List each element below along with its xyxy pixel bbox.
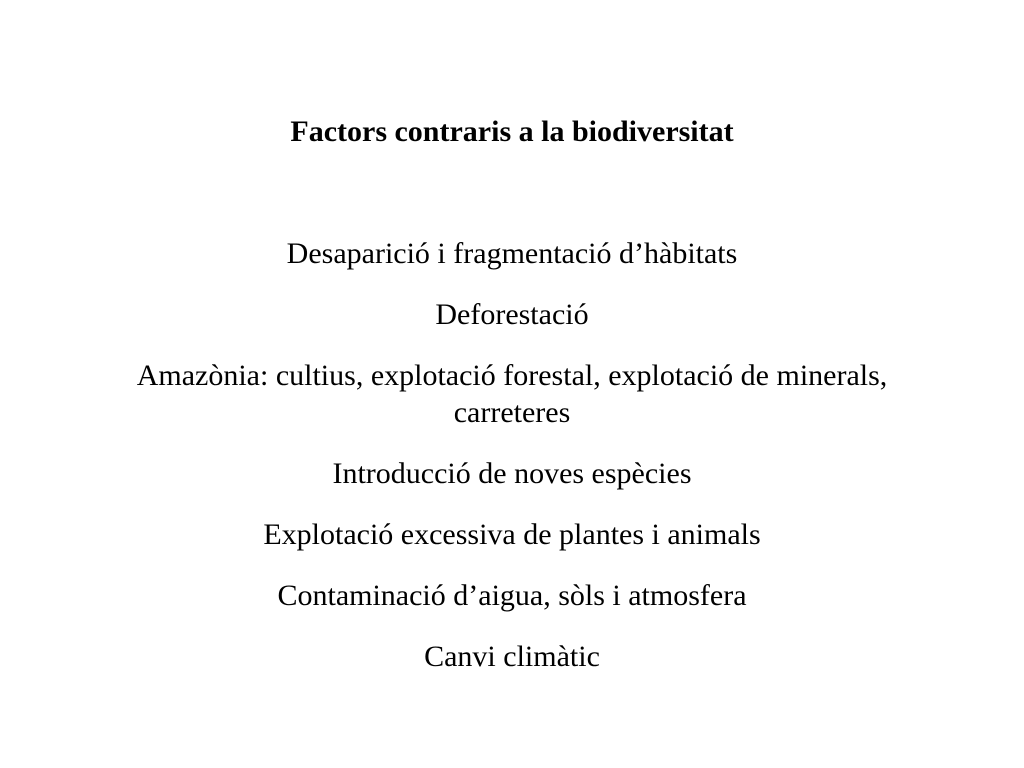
slide-title: Factors contraris a la biodiversitat (290, 115, 734, 148)
factor-list (80, 235, 944, 675)
factor-pollution: Contaminació d’aigua, sòls i atmosfera (277, 579, 747, 612)
factor-climate-change: Canvi climàtic (424, 640, 600, 673)
factor-deforestation: Deforestació (435, 298, 589, 331)
factor-invasive-species: Introducció de noves espècies (332, 457, 692, 490)
factor-overexploitation: Explotació excessiva de plantes i animals (263, 518, 761, 551)
factor-habitat-loss: Desaparició i fragmentació d’hàbitats (286, 237, 738, 270)
factor-amazonia: Amazònia: cultius, explotació forestal, explotació de minerals, carreteres (136, 359, 888, 429)
